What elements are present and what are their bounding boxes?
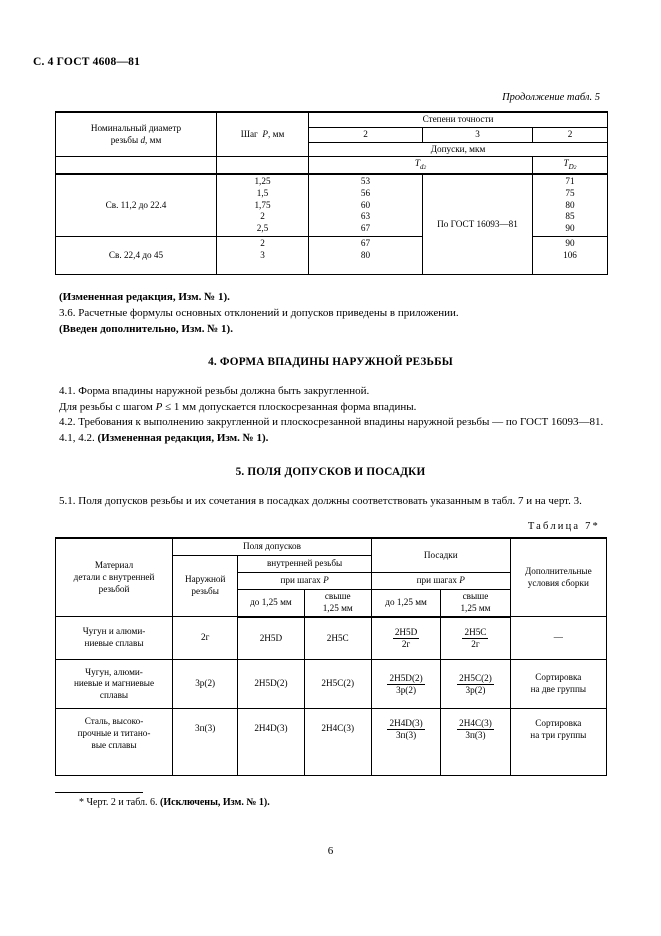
cell-material-2 <box>56 660 173 709</box>
cell-internal-over-3: 2Н4С(3) <box>304 709 371 776</box>
table-7 <box>55 537 607 776</box>
clause-4-ref <box>33 431 628 447</box>
header-nominal-diameter-l1: Номинальный диаметр <box>90 122 182 133</box>
td2-value: 67 <box>360 237 371 248</box>
fraction-denominator: 3п(3) <box>387 729 424 741</box>
header-accuracy-grades: Степени точности <box>309 112 608 127</box>
clause-3-6: 3.6. Расчетные формулы основных отклонений и допусков приведены в приложении. <box>59 306 459 319</box>
note-revised-edition: (Измененная редакция, Изм. № 1). <box>59 291 230 304</box>
pitch-value: 2,5 <box>256 223 269 234</box>
header-blank-pitch <box>217 157 309 174</box>
material-line: сплавы <box>99 690 129 701</box>
fraction-numerator: 2Н5С(2) <box>459 672 492 683</box>
header-internal-upto: до 1,25 мм <box>238 590 304 617</box>
header-extra-conditions <box>510 538 606 617</box>
header-tolerance-fields: Поля допусков <box>173 538 372 556</box>
header-fits-over <box>441 590 510 617</box>
pitch-symbol: P <box>155 400 163 413</box>
cell-fit-over-3 <box>441 709 510 776</box>
table7-caption: Таблица 7* <box>527 521 600 533</box>
section-5-title: 5. ПОЛЯ ДОПУСКОВ И ПОСАДКИ <box>235 465 426 478</box>
fraction-denominator: 2г <box>393 638 419 650</box>
header-internal-over-l2: 1,25 мм <box>322 602 353 613</box>
fraction-numerator: 2Н5D(2) <box>389 672 423 683</box>
cell-pitches-2 <box>217 236 309 274</box>
header-grade-3: 3 <box>423 127 533 142</box>
TD2-value: 90 <box>565 223 575 234</box>
footnote-note: (Исключены, Изм. № 1). <box>160 797 270 809</box>
fraction-numerator: 2Н4D(3) <box>389 718 423 729</box>
material-line: Чугун, алюми- <box>85 666 143 677</box>
header-grade-2b: 2 <box>533 127 608 142</box>
extra-line: на три группы <box>530 729 587 740</box>
header-symbol-td2: $T_{d2}$ <box>309 157 533 174</box>
fraction <box>457 718 494 741</box>
cell-TD2-values-1 <box>533 174 608 236</box>
td2-value: 63 <box>360 211 371 222</box>
cell-TD2-values-2 <box>533 236 608 274</box>
header-extra-l1: Дополнительные <box>524 565 592 576</box>
header-symbol-TD2: $T_{D2}$ <box>533 157 608 174</box>
TD2-value: 90 <box>565 237 575 248</box>
fraction-numerator: 2Н5С <box>464 627 487 638</box>
clause-4-1-post: ≤ 1 мм допускается плоскосрезанная форма впадины. <box>162 400 417 413</box>
page-number: 6 <box>327 845 334 857</box>
clause-4-2: 4.2. Требования к выполнению закругленной и плоскосрезанной впадины наружной резьбы — по ГОСТ 16093—81. <box>59 416 604 429</box>
cell-fit-over-1 <box>441 617 510 660</box>
cell-extra-2 <box>510 660 606 709</box>
cell-internal-over-2: 2Н5С(2) <box>304 660 371 709</box>
material-line: ниевые и магниевые <box>73 678 155 689</box>
material-line: Сталь, высоко- <box>84 716 144 727</box>
header-grade-2a: 2 <box>309 127 423 142</box>
extra-line: Сортировка <box>535 672 582 683</box>
cell-td2-values-2 <box>309 236 423 274</box>
fraction-denominator: 3п(3) <box>457 729 494 741</box>
header-material <box>56 538 173 617</box>
td2-value: 60 <box>360 199 371 210</box>
header-internal-thread: внутренней резьбы <box>238 556 372 573</box>
fraction <box>387 718 424 741</box>
fraction <box>393 627 419 650</box>
header-material-l1: Материал <box>94 560 134 571</box>
TD2-value: 71 <box>565 176 575 187</box>
pitch-value: 2 <box>260 211 265 222</box>
clause-4-1-pre: Для резьбы с шагом <box>59 400 156 413</box>
fraction-denominator: 3р(2) <box>457 684 494 696</box>
material-line: вые сплавы <box>91 739 137 750</box>
TD2-value: 106 <box>563 249 577 260</box>
cell-internal-upto-1: 2Н5D <box>238 617 304 660</box>
fraction-numerator: 2Н5D <box>394 627 418 638</box>
cell-pitches-1 <box>217 174 309 236</box>
td2-value: 80 <box>360 249 371 260</box>
pitch-value: 1,5 <box>256 187 269 198</box>
pitch-value: 1,25 <box>254 176 271 187</box>
cell-fit-upto-1 <box>371 617 440 660</box>
table-5 <box>55 111 608 275</box>
header-nominal-diameter <box>56 112 217 157</box>
header-material-l2: детали с внутренней <box>73 571 155 582</box>
cell-external-3: 3п(3) <box>173 709 238 776</box>
cell-gost-reference: По ГОСТ 16093—81 <box>423 174 533 275</box>
header-internal-over <box>304 590 371 617</box>
note-added: (Введен дополнительно, Изм. № 1). <box>59 322 233 335</box>
cell-internal-over-1: 2Н5С <box>304 617 371 660</box>
cell-external-1: 2г <box>173 617 238 660</box>
header-external-l2: резьбы <box>191 586 219 597</box>
table-row <box>56 174 608 236</box>
header-fits-over-l2: 1,25 мм <box>460 602 491 613</box>
TD2-value: 75 <box>565 187 575 198</box>
cell-diameter-range-2: Св. 22,4 до 45 <box>56 236 217 274</box>
footnote-rule <box>55 792 143 793</box>
footnote-block <box>33 792 628 808</box>
cell-extra-3 <box>510 709 606 776</box>
page-content <box>33 56 628 808</box>
table-row <box>56 660 607 709</box>
material-line: ниевые сплавы <box>84 638 144 649</box>
header-material-l3: резьбой <box>98 583 130 594</box>
fraction <box>462 627 488 650</box>
material-line: прочные и титано- <box>77 727 151 738</box>
header-fits-at-pitches: при шагах P <box>371 573 510 590</box>
header-pitch: Шаг P, мм <box>217 112 309 157</box>
section-4-body <box>33 384 628 446</box>
cell-fit-upto-3 <box>371 709 440 776</box>
table-row <box>56 538 607 556</box>
header-external-thread <box>173 556 238 617</box>
table-row <box>56 112 608 127</box>
pitch-value: 1,75 <box>254 199 271 210</box>
clause-5-1: 5.1. Поля допусков резьбы и их сочетания в посадках должны соответствовать указанным в табл. 7 и на черт. 3. <box>59 494 582 507</box>
cell-external-2: 3р(2) <box>173 660 238 709</box>
header-extra-l2: условия сборки <box>527 577 589 588</box>
td2-value: 67 <box>360 223 371 234</box>
header-blank-left <box>56 157 217 174</box>
table5-caption: Продолжение табл. 5 <box>502 92 600 103</box>
header-tolerances: Допуски, мкм <box>309 142 608 157</box>
pitch-value: 2 <box>260 237 265 248</box>
cell-extra-1: — <box>510 617 606 660</box>
extra-line: Сортировка <box>535 718 582 729</box>
td2-value: 53 <box>360 176 371 187</box>
cell-internal-upto-3: 2Н4D(3) <box>238 709 304 776</box>
cell-fit-over-2 <box>441 660 510 709</box>
td2-value: 56 <box>360 187 371 198</box>
header-fits: Посадки <box>371 538 510 573</box>
fraction <box>457 673 494 696</box>
cell-fit-upto-2 <box>371 660 440 709</box>
clause-4-ref-prefix: 4.1, 4.2. <box>59 431 98 444</box>
table-row <box>56 617 607 660</box>
header-internal-over-l1: свыше <box>324 591 351 602</box>
footnote-prefix: * Черт. 2 и табл. 6. <box>79 797 161 809</box>
running-head: С. 4 ГОСТ 4608—81 <box>33 56 141 68</box>
notes-block-1 <box>33 290 628 337</box>
header-fits-upto: до 1,25 мм <box>371 590 440 617</box>
cell-internal-upto-2: 2Н5D(2) <box>238 660 304 709</box>
cell-td2-values-1 <box>309 174 423 236</box>
cell-material-3 <box>56 709 173 776</box>
TD2-value: 80 <box>565 199 575 210</box>
header-external-l1: Наружной <box>184 574 226 585</box>
TD2-value: 85 <box>565 211 575 222</box>
section-4-title: 4. ФОРМА ВПАДИНЫ НАРУЖНОЙ РЕЗЬБЫ <box>208 356 453 369</box>
clause-4-1: 4.1. Форма впадины наружной резьбы должна быть закругленной. <box>59 385 370 398</box>
fraction-denominator: 3р(2) <box>387 684 424 696</box>
extra-line: на две группы <box>530 684 587 695</box>
header-nominal-diameter-l2: резьбы d, мм <box>110 134 162 145</box>
clause-4-1-second <box>33 400 628 416</box>
clause-4-ref-note: (Измененная редакция, Изм. № 1). <box>97 431 269 444</box>
cell-diameter-range-1: Св. 11,2 до 22.4 <box>56 174 217 236</box>
material-line: Чугун и алюми- <box>82 626 146 637</box>
cell-material-1 <box>56 617 173 660</box>
fraction-numerator: 2Н4С(3) <box>459 718 492 729</box>
pitch-value: 3 <box>260 249 265 260</box>
fraction <box>387 673 424 696</box>
table-row <box>56 709 607 776</box>
header-fits-over-l1: свыше <box>462 591 489 602</box>
footnote-text <box>79 797 628 808</box>
table-row <box>56 157 608 174</box>
fraction-denominator: 2г <box>462 638 488 650</box>
header-internal-at-pitches: при шагах P <box>238 573 372 590</box>
